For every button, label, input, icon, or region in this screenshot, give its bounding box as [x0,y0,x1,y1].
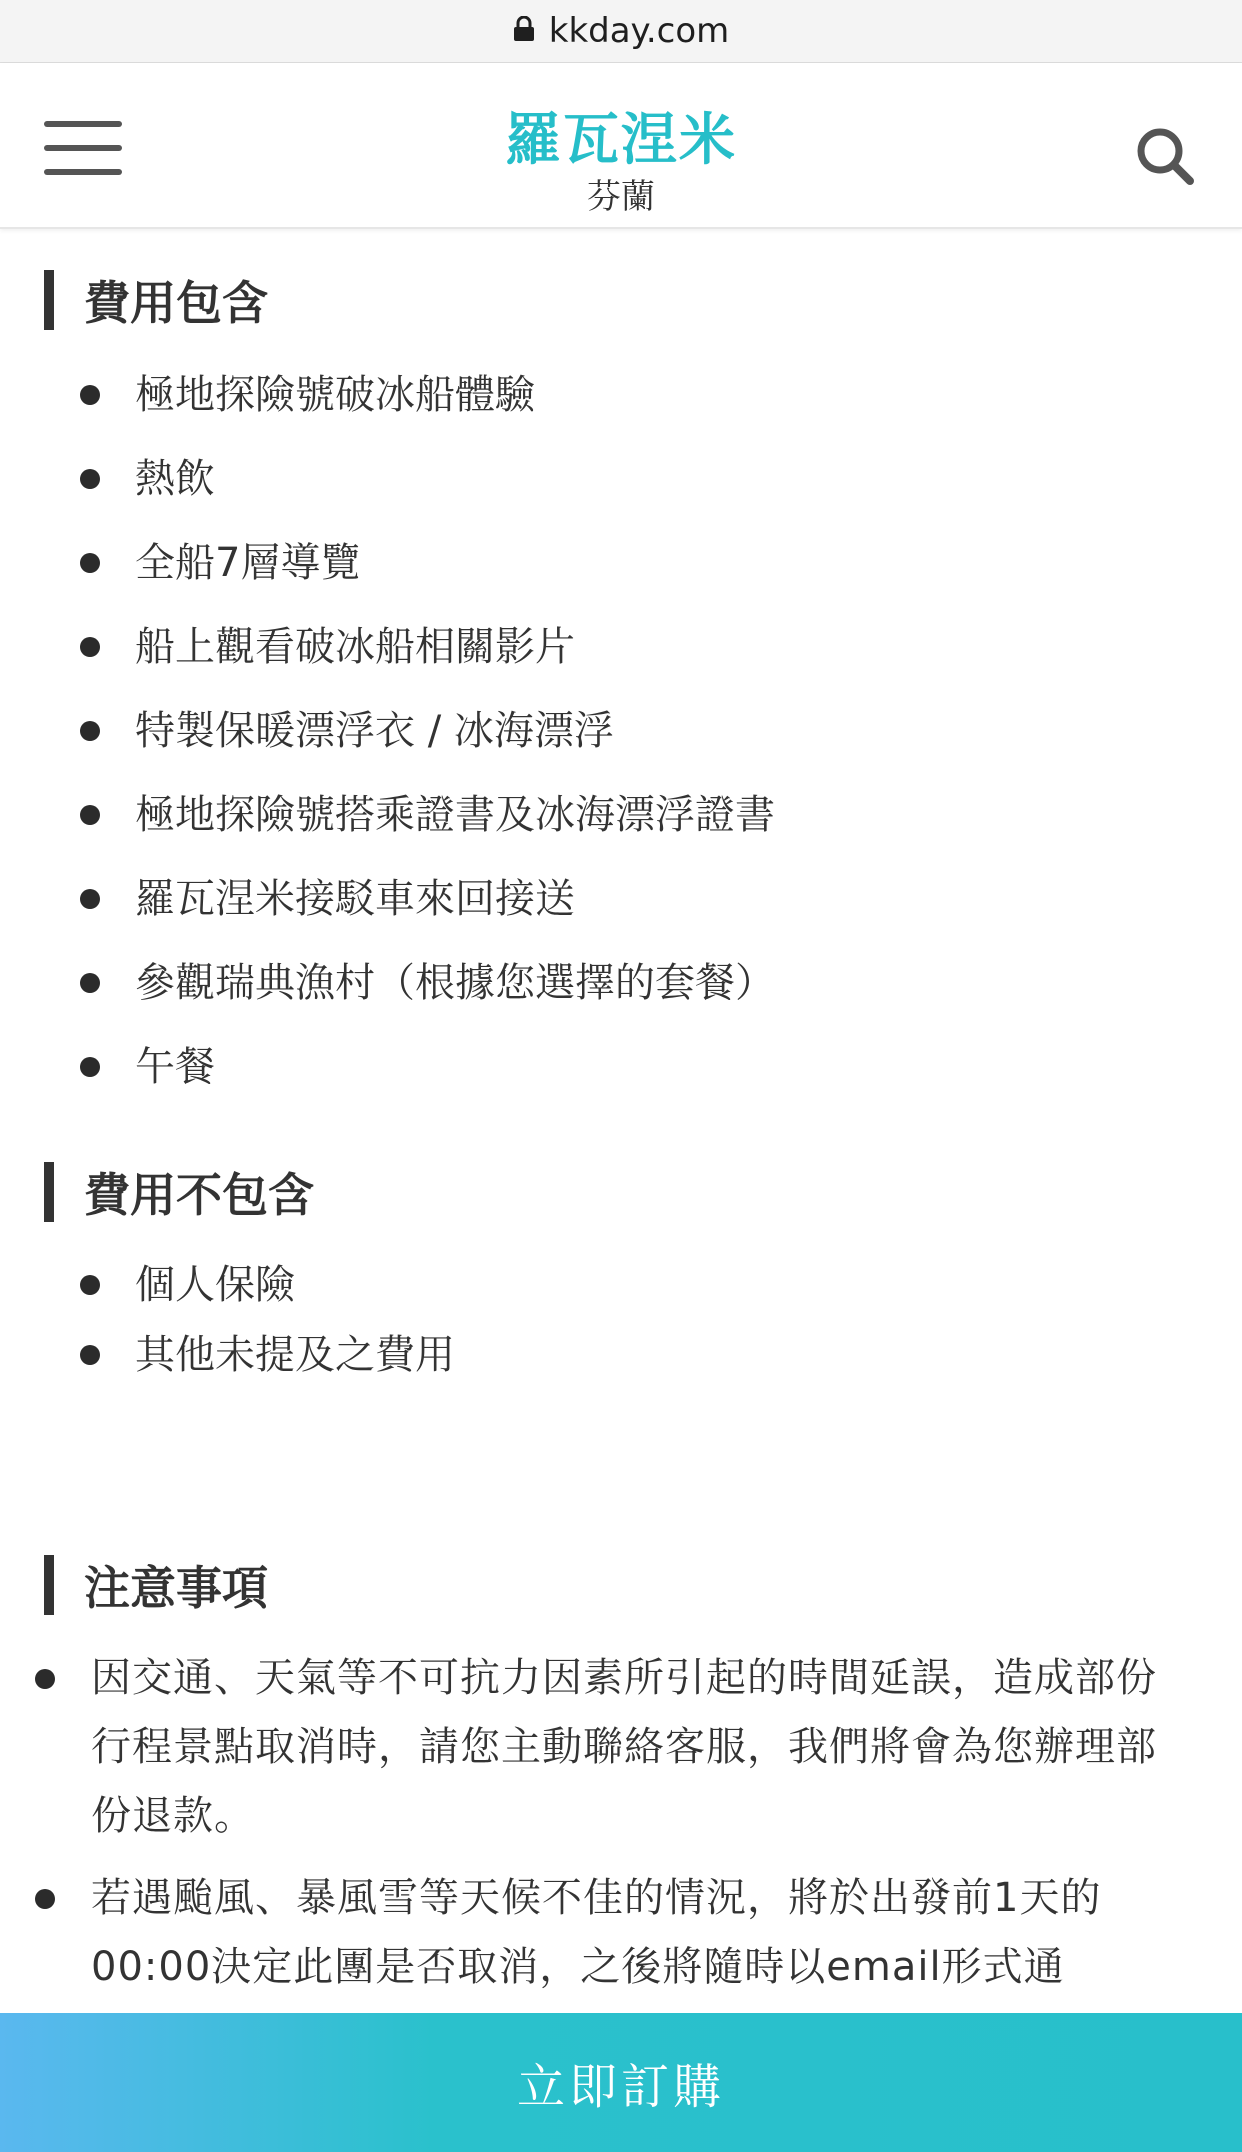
lock-icon [513,16,535,42]
list-item [0,773,1242,857]
list-item-text: 船上觀看破冰船相關影片 [135,624,575,670]
list-item [0,353,1242,437]
included-heading-text: 費用包含 [84,276,268,330]
notes-list [0,1644,1242,2013]
note-item [0,1864,1242,2002]
list-item [0,1025,1242,1109]
bullet [80,1275,100,1295]
bullet [80,721,100,741]
list-item-text: 午餐 [135,1044,215,1090]
search-icon[interactable] [1134,125,1196,187]
header-title-block [0,109,1242,219]
bullet [80,385,100,405]
bullet [80,1057,100,1077]
bullet [80,553,100,573]
heading-bar [44,270,54,330]
book-now-label[interactable]: 立即訂購 [516,2059,725,2115]
list-item-text: 參觀瑞典漁村（根據您選擇的套餐） [135,960,775,1006]
page-title: 羅瓦涅米 [505,108,737,173]
book-now-button[interactable] [0,2013,1242,2152]
browser-address-bar[interactable] [0,0,1242,63]
list-item [0,1320,1242,1390]
bullet [80,805,100,825]
note-item [0,1644,1242,1851]
bullet [35,1669,55,1689]
heading-bar [44,1555,54,1615]
list-item-text: 極地探險號搭乘證書及冰海漂浮證書 [135,792,775,838]
list-item-text: 全船7層導覽 [135,540,361,586]
bullet [35,1889,55,1909]
excluded-heading-text: 費用不包含 [84,1168,314,1222]
list-item [0,605,1242,689]
bullet [80,637,100,657]
page-subtitle: 芬蘭 [587,177,655,217]
list-item-text: 特製保暖漂浮衣 / 冰海漂浮 [135,708,614,754]
bullet [80,469,100,489]
list-item-text: 羅瓦涅米接駁車來回接送 [135,876,575,922]
notes-heading [44,1554,268,1616]
excluded-heading [44,1161,314,1223]
heading-bar [44,1162,54,1222]
list-item [0,857,1242,941]
notes-heading-text: 注意事項 [84,1561,268,1615]
browser-url[interactable]: kkday.com [548,11,730,51]
list-item [0,689,1242,773]
included-list [0,353,1242,1109]
bullet [80,889,100,909]
list-item-text: 其他未提及之費用 [135,1332,455,1378]
note-text: 若遇颱風、暴風雪等天候不佳的情況，將於出發前1天的00:00決定此團是否取消，之後將隨時以email形式通 [91,1875,1102,1990]
main-content [0,229,1242,2013]
note-text: 因交通、天氣等不可抗力因素所引起的時間延誤，造成部份行程景點取消時，請您主動聯絡客服，我們將會為您辦理部份退款。 [91,1655,1157,1839]
list-item-text: 極地探險號破冰船體驗 [135,372,535,418]
list-item [0,941,1242,1025]
excluded-list [0,1250,1242,1390]
site-header [0,63,1242,229]
included-heading [44,269,268,331]
list-item-text: 個人保險 [135,1262,295,1308]
list-item-text: 熱飲 [135,456,215,502]
bullet [80,1345,100,1365]
list-item [0,437,1242,521]
list-item [0,1250,1242,1320]
list-item [0,521,1242,605]
bullet [80,973,100,993]
